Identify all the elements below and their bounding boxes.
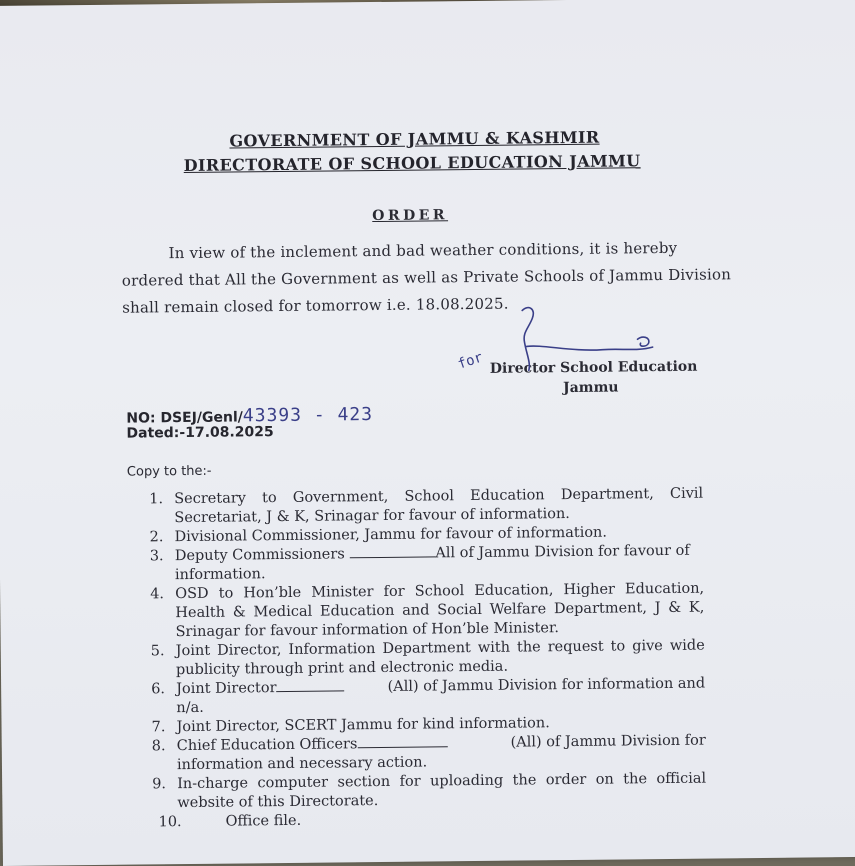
list-item-text: In-charge computer section for uploading the order on the official [177, 770, 707, 793]
list-item-text: publicity through print and electronic media. [175, 658, 509, 679]
list-item [150, 542, 704, 586]
list-item [151, 675, 705, 719]
list-item-text: Deputy Commissioners [174, 546, 345, 565]
list-item-text: (All) of Jammu Division for [510, 732, 706, 751]
list-item-text: Chief Education Officers [176, 736, 358, 755]
blank-line [276, 678, 344, 692]
list-item-number: 6. [151, 681, 166, 698]
order-paragraph-line-2: ordered that All the Government as well as Private Schools of Jammu Division [121, 265, 732, 290]
signature-for-mark: for [455, 349, 485, 373]
list-item [149, 485, 703, 529]
order-title: ORDER [372, 207, 449, 225]
list-item-number: 8. [151, 738, 166, 755]
list-item-number: 5. [150, 643, 165, 660]
list-item-text: n/a. [176, 699, 204, 717]
list-item-text: information. [174, 566, 266, 584]
handwritten-signature [452, 301, 683, 383]
signatory-place: Jammu [562, 379, 619, 397]
list-item [151, 637, 705, 681]
list-item-text: (All) of Jammu Division for information and [387, 675, 706, 695]
list-item-text: OSD to Hon’ble Minister for School Education, Higher Education, [175, 580, 705, 603]
list-item-text: Joint Director, SCERT Jammu for kind information. [176, 715, 550, 736]
header-government: GOVERNMENT OF JAMMU & KASHMIR [229, 127, 600, 151]
order-paragraph-line-3: shall remain closed for tomorrow i.e. 18.08.2025. [122, 294, 509, 317]
blank-line [357, 734, 447, 748]
reference-number-handwritten: 43393 - 423 [242, 404, 374, 427]
list-item-number: 3. [149, 548, 164, 565]
list-item-text: Joint Director, Information Department with the request to give wide [175, 637, 705, 660]
list-item-number: 9. [152, 776, 167, 793]
list-item-text: Divisional Commissioner, Jammu for favour of information. [174, 524, 608, 546]
reference-date: Dated:-17.08.2025 [126, 424, 274, 442]
list-item-number: 7. [151, 719, 166, 736]
list-item-number: 10. [158, 814, 182, 831]
reference-number-label: NO: DSEJ/Genl/ [126, 409, 243, 427]
list-item [150, 580, 705, 643]
list-item-text: Office file. [225, 812, 302, 830]
list-item-text: Secretary to Government, School Education Department, Civil [174, 485, 704, 508]
list-item-number: 1. [149, 491, 164, 508]
list-item-text: All of Jammu Division for favour of [435, 542, 690, 562]
blank-line [349, 544, 435, 558]
list-item [152, 770, 706, 814]
copy-to-label: Copy to the:- [126, 463, 212, 480]
order-paragraph-line-1: In view of the inclement and bad weather conditions, it is hereby [168, 238, 678, 263]
list-item [152, 732, 706, 776]
list-item-number: 2. [149, 529, 164, 546]
list-item-text: website of this Directorate. [177, 793, 379, 812]
list-item-text: Health & Medical Education and Social Welfare Department, J & K, [175, 599, 705, 622]
signatory-designation: Director School Education [489, 358, 698, 377]
list-item-text: Srinagar for favour information of Hon’ble Minister. [175, 620, 559, 641]
list-item-number: 4. [150, 586, 165, 603]
header-directorate: DIRECTORATE OF SCHOOL EDUCATION JAMMU [183, 151, 641, 176]
list-item-text: Joint Director [176, 680, 277, 698]
copy-to-list [149, 485, 707, 833]
list-item-text: Secretariat, J & K, Srinagar for favour of information. [174, 505, 570, 527]
list-item-text: information and necessary action. [176, 754, 428, 774]
